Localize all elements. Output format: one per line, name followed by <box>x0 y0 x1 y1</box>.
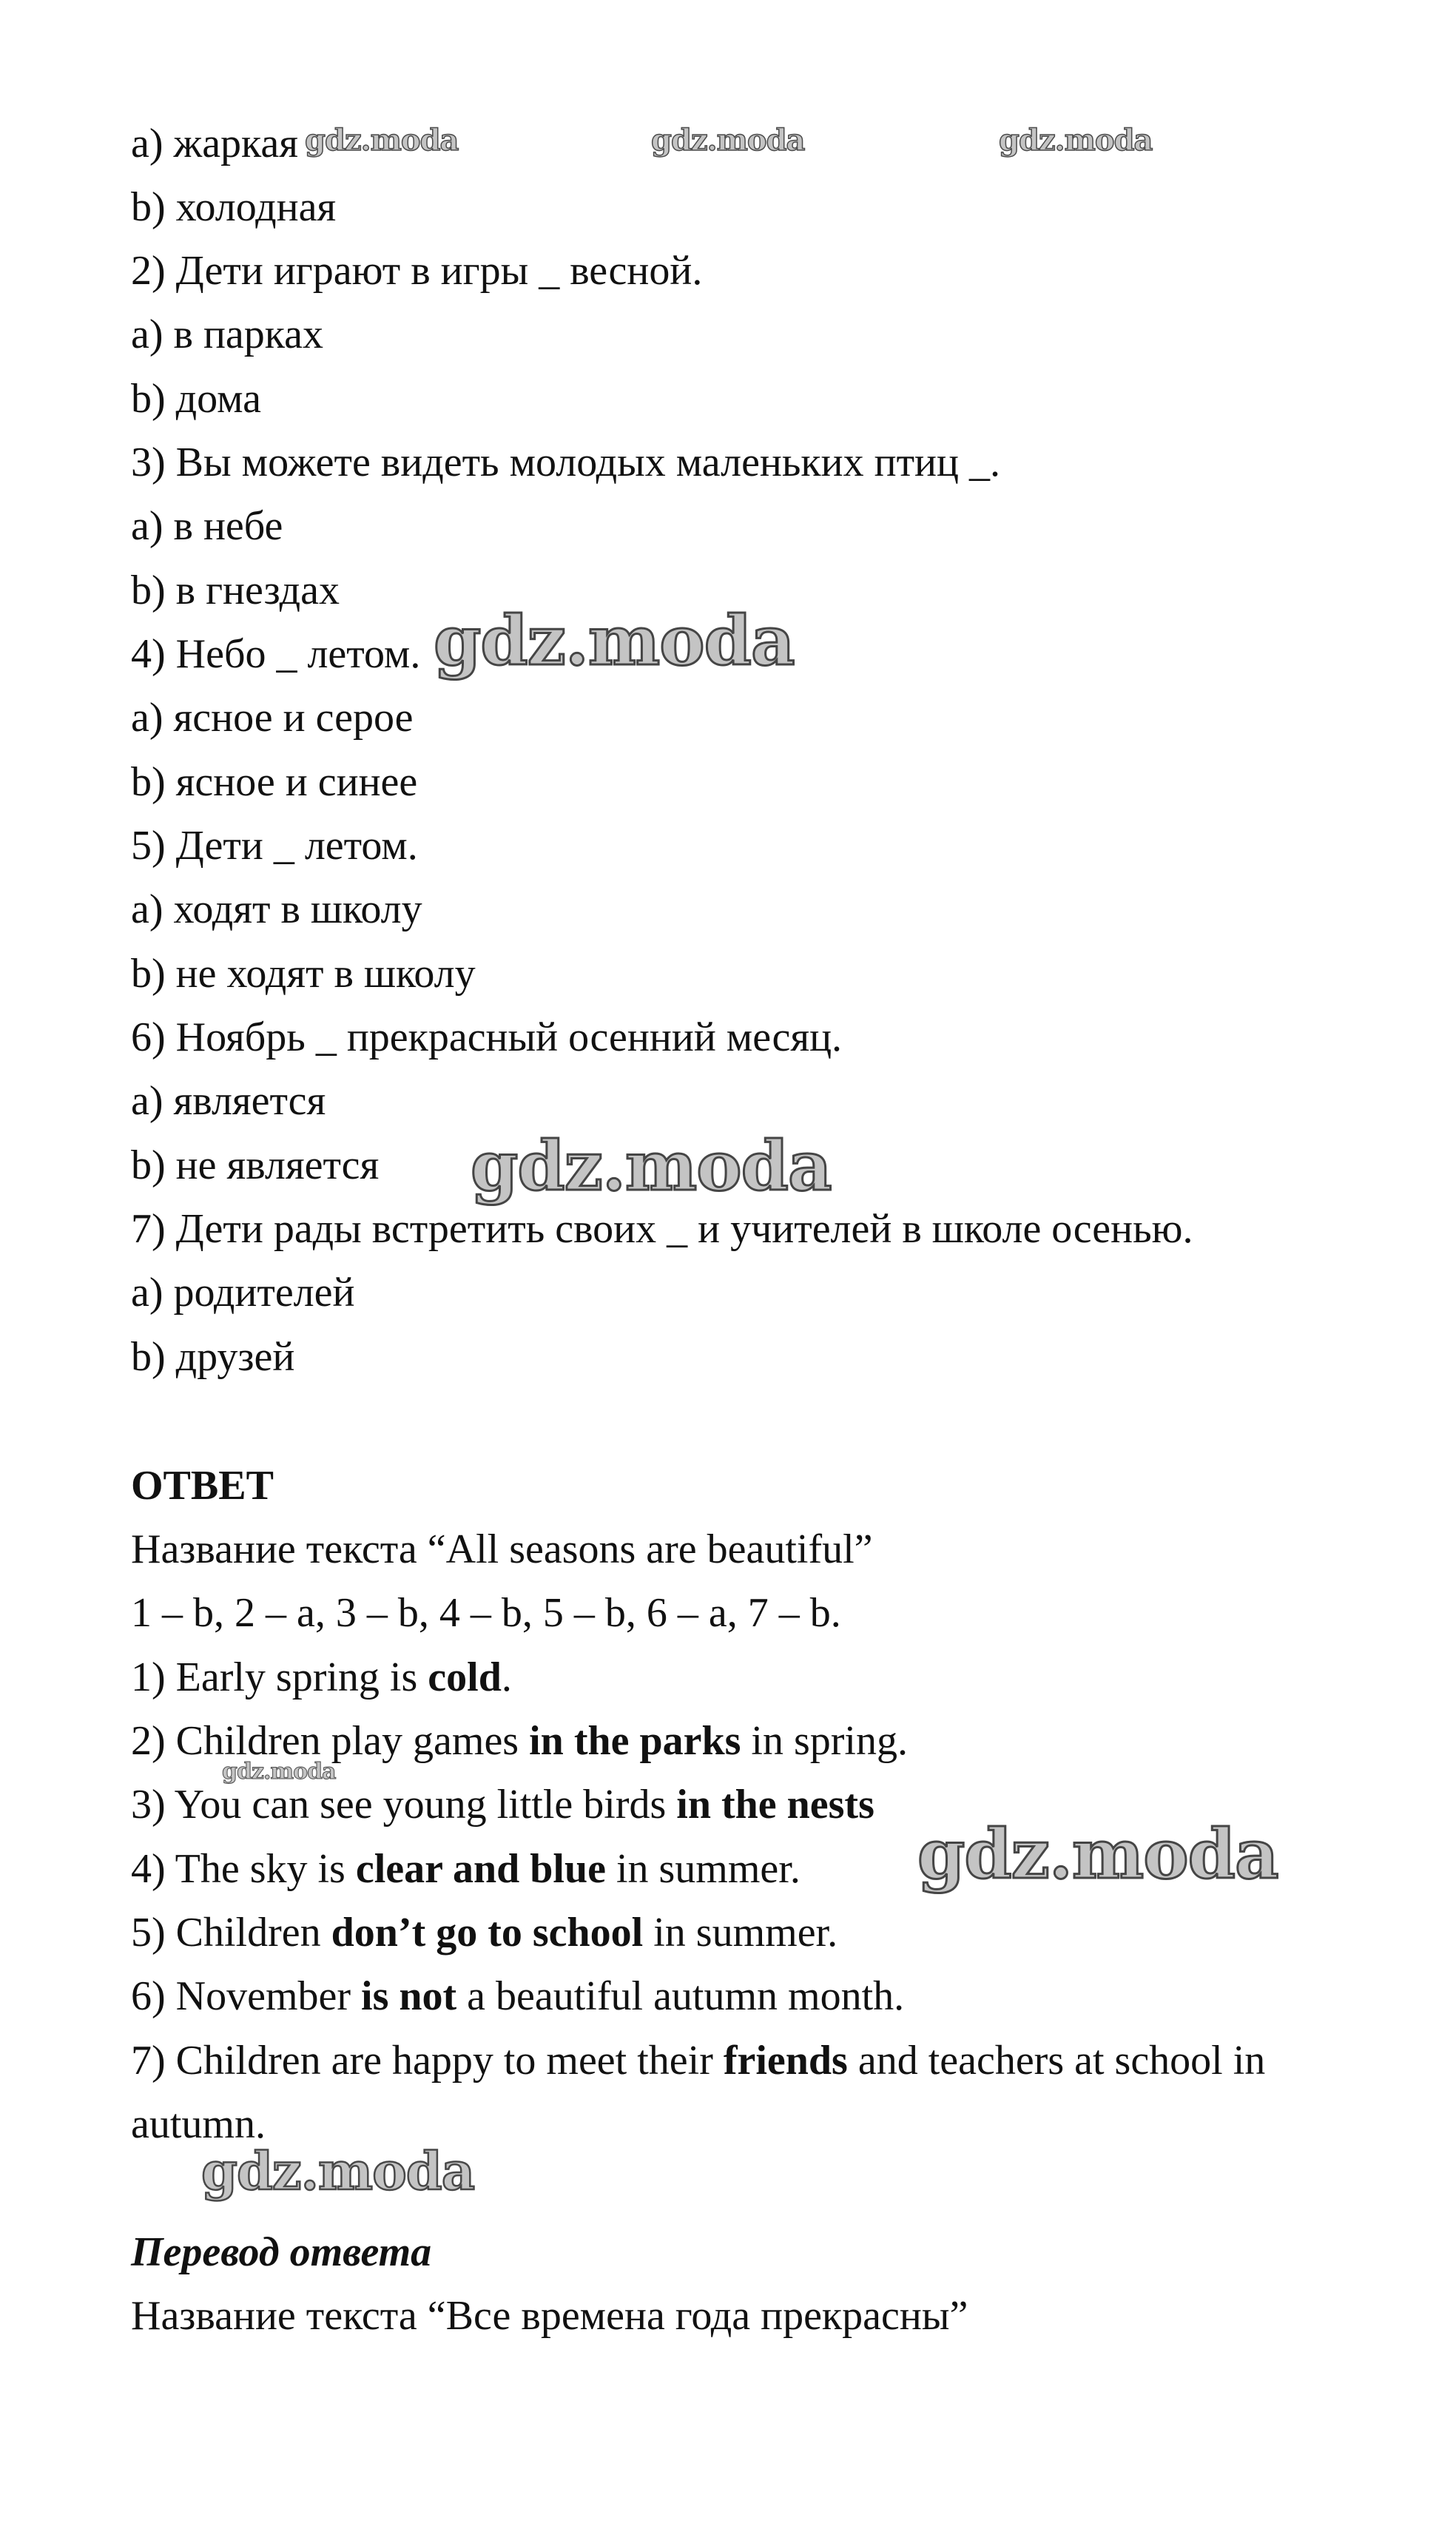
answer-sentence-2-pre: 2) Children play games <box>131 1718 530 1764</box>
q3-text: 3) Вы можете видеть молодых маленьких птиц _. <box>131 439 1000 485</box>
q3-option-b: b) в гнездах <box>131 567 340 613</box>
answer-sentence-1 <box>131 1654 512 1700</box>
answer-title-line: Название текста “All seasons are beautiful” <box>131 1526 873 1572</box>
q7-option-b: b) друзей <box>131 1334 295 1380</box>
watermark: gdz.moda <box>305 123 459 158</box>
answer-sentence-7 <box>131 2038 1266 2084</box>
answer-sentence-7-continued: autumn. <box>131 2101 266 2147</box>
answer-sentence-5-post: in summer. <box>643 1910 838 1956</box>
answer-sentence-6-pre: 6) November <box>131 1973 362 2019</box>
answer-sentence-4-pre: 4) The sky is <box>131 1846 356 1892</box>
q4-option-b: b) ясное и синее <box>131 759 418 805</box>
q1-option-a: a) жаркая <box>131 121 299 166</box>
watermark: gdz.moda <box>471 1126 832 1206</box>
watermark: gdz.moda <box>222 1759 336 1785</box>
answer-sentence-1-pre: 1) Early spring is <box>131 1654 428 1700</box>
q5-option-a: a) ходят в школу <box>131 886 422 932</box>
answer-sentence-6 <box>131 1973 905 2019</box>
answer-heading: ОТВЕТ <box>131 1463 274 1509</box>
q2-option-b: b) дома <box>131 376 261 422</box>
q2-option-a: a) в парках <box>131 311 323 357</box>
q5-text: 5) Дети _ летом. <box>131 823 418 869</box>
watermark: gdz.moda <box>201 2141 475 2202</box>
answer-sentence-5-pre: 5) Children <box>131 1910 331 1956</box>
watermark: gdz.moda <box>917 1814 1278 1894</box>
answer-sentence-2 <box>131 1720 908 1762</box>
answer-sentence-7-post: and teachers at school in <box>847 2038 1266 2084</box>
watermark: gdz.moda <box>434 601 795 681</box>
q6-text: 6) Ноябрь _ прекрасный осенний месяц. <box>131 1014 843 1060</box>
answer-sentence-6-bold: is not <box>361 1973 457 2019</box>
watermark: gdz.moda <box>999 123 1153 158</box>
q6-option-b: b) не является <box>131 1142 380 1188</box>
answer-sentence-4-post: in summer. <box>605 1846 801 1892</box>
q6-option-a: a) является <box>131 1078 326 1124</box>
watermark: gdz.moda <box>651 123 805 158</box>
translation-heading: Перевод ответа <box>131 2229 432 2275</box>
answer-sentence-5 <box>131 1910 838 1956</box>
answer-sentence-1-post: . <box>501 1654 512 1700</box>
q7-option-a: a) родителей <box>131 1270 355 1316</box>
answer-sentence-5-bold: don’t go to school <box>331 1910 644 1956</box>
q1-option-b: b) холодная <box>131 184 337 230</box>
q3-option-a: a) в небе <box>131 503 283 549</box>
answer-sentence-7-pre: 7) Children are happy to meet their <box>131 2038 724 2084</box>
q5-option-b: b) не ходят в школу <box>131 951 476 997</box>
answer-sentence-2-post: in spring. <box>741 1718 908 1764</box>
answer-sentence-3-pre: 3) You can see young little birds <box>131 1782 677 1828</box>
q2-text: 2) Дети играют в игры _ весной. <box>131 248 703 294</box>
q4-option-a: a) ясное и серое <box>131 695 414 741</box>
translation-title-line: Название текста “Все времена года прекрасны” <box>131 2293 968 2339</box>
q7-text: 7) Дети рады встретить своих _ и учителей в школе осенью. <box>131 1206 1193 1252</box>
answer-sentence-3-bold: in the nests <box>676 1782 874 1828</box>
answer-sentence-4 <box>131 1848 801 1890</box>
answer-sentence-7-bold: friends <box>723 2038 848 2084</box>
answer-key-line: 1 – b, 2 – a, 3 – b, 4 – b, 5 – b, 6 – a, 7 – b. <box>131 1590 841 1636</box>
answer-sentence-3 <box>131 1782 874 1828</box>
answer-sentence-4-bold: clear and blue <box>355 1846 606 1892</box>
answer-sentence-1-bold: cold <box>428 1654 502 1700</box>
answer-sentence-2-bold: in the parks <box>529 1718 741 1764</box>
q4-text: 4) Небо _ летом. <box>131 631 421 677</box>
answer-sentence-6-post: a beautiful autumn month. <box>456 1973 905 2019</box>
